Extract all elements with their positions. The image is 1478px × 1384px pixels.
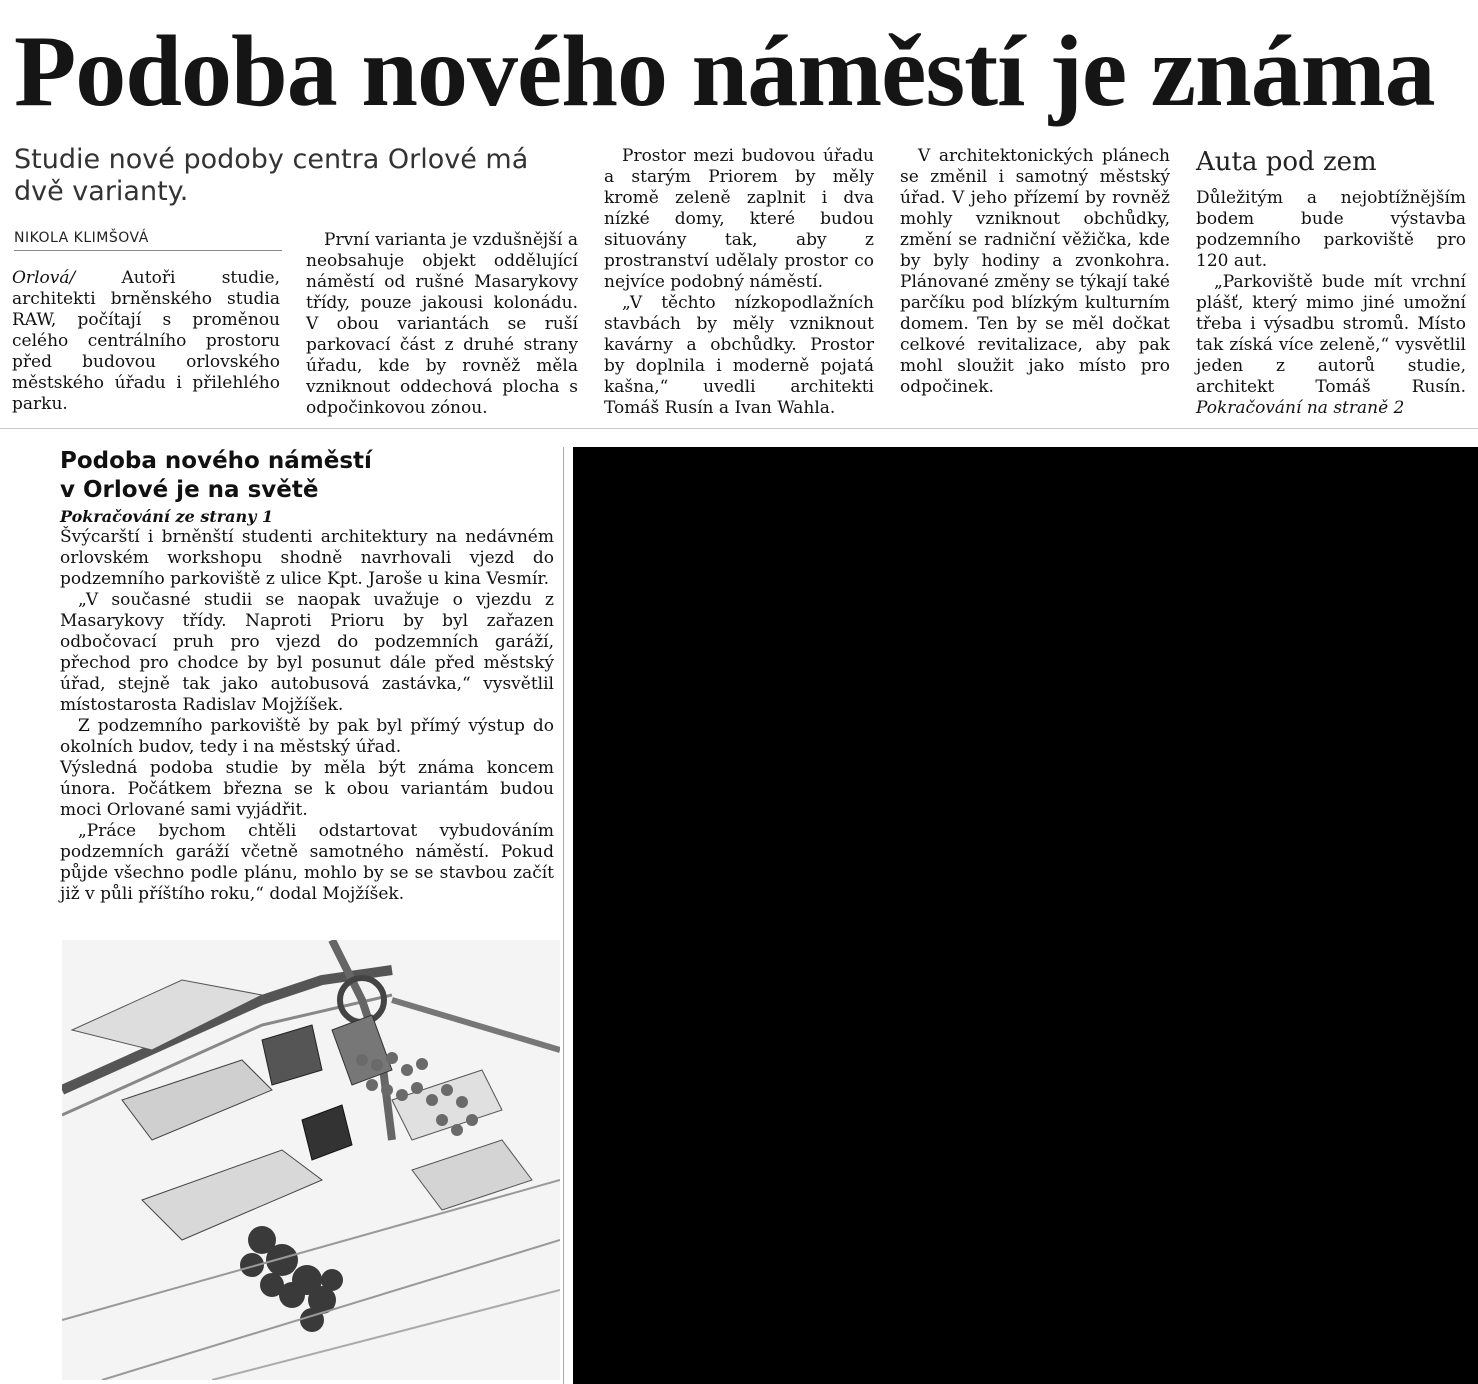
section-divider: [0, 428, 1478, 429]
author-byline: NIKOLA KLIMŠOVÁ: [14, 230, 282, 251]
column-1-text: Autoři studie, architekti brněnského studia RAW, počítají s proměnou celého centrálního prostoru před budovou orlovského městského úřadu i přilehlého parku.: [12, 268, 280, 414]
column-5-paragraph-1: Důležitým a nejobtížnějším bodem bude výstavba podzemního parkoviště pro 120 aut.: [1196, 188, 1466, 271]
column-4-paragraph: V architektonických plánech se změnil i samotný městský úřad. V jeho přízemí by rovněž mohly vzniknout obchůdky, změní se radniční věžička, kde by byly hodiny a zvonkohra. Plánované změny se týkají také parčíku pod blízkým kulturním domem. Ten by se měl dočkat celkové revitalizace, aby pak mohl sloužit jako místo pro odpočinek.: [900, 146, 1170, 397]
second-article-body: [60, 527, 554, 905]
second-article-title-line-2: v Orlové je na světě: [60, 477, 319, 503]
column-5-paragraph-2: „Parkoviště bude mít vrchní plášť, který mimo jiné umožní třeba i výsadbu stromů. Místo tak získá více zeleně,“ vysvětlil jeden z autorů studie, architekt Tomáš Rusín.: [1196, 272, 1466, 397]
second-article-title: [60, 447, 540, 505]
continued-link: Pokračování na straně 2: [1196, 398, 1405, 418]
second-article-paragraph-2: „V současné studii se naopak uvažuje o vjezdu z Masarykovy třídy. Naproti Prioru by byl zařazen odbočovací pruh pro vjezd do podzemních garáží, přechod pro chodce by byl posunut dále před městský úřad, stejně tak jako autobusová zastávka,“ vysvětlil místostarosta Radislav Mojžíšek.: [60, 590, 554, 715]
second-article-paragraph-5: „Práce bychom chtěli odstartovat vybudováním podzemních garáží včetně samotného náměstí. Pokud půjde všechno podle plánu, mohlo by se se stavbou začít již v půli příštího roku,“ dodal Mojžíšek.: [60, 821, 554, 904]
second-article-title-line-1: Podoba nového náměstí: [60, 448, 372, 474]
column-2: [306, 230, 578, 419]
column-rule: [563, 447, 564, 1384]
subheadline: Studie nové podoby centra Orlové má dvě varianty.: [14, 144, 529, 207]
column-4: [900, 146, 1170, 398]
blacked-out-region: [573, 447, 1478, 1384]
column-3: [604, 146, 874, 419]
second-article-paragraph-4: Výsledná podoba studie by měla být známa koncem února. Počátkem března se k obou variantám budou moci Orlované sami vyjádřit.: [60, 758, 554, 820]
column-5: [1196, 188, 1466, 419]
second-article-paragraph-3: Z podzemního parkoviště by pak byl přímý výstup do okolních budov, tedy i na městský úřad.: [60, 716, 554, 757]
second-article-paragraph-1: Švýcarští i brněnští studenti architektury na nedávném orlovském workshopu shodně navrhovali vjezd do podzemního parkoviště z ulice Kpt. Jaroše u kina Vesmír.: [60, 527, 554, 589]
column-1: [12, 268, 280, 415]
dateline: Orlová/: [12, 268, 76, 288]
continued-from: Pokračování ze strany 1: [60, 507, 274, 526]
architectural-rendering: [62, 940, 560, 1380]
column-3-paragraph-2: „V těchto nízkopodlažních stavbách by měly vzniknout kavárny a obchůdky. Prostor by doplnila i moderně pojatá kašna,“ uvedli architekti Tomáš Rusín a Ivan Wahla.: [604, 293, 874, 418]
column-3-paragraph-1: Prostor mezi budovou úřadu a starým Priorem by měly kromě zeleně zaplnit i dva nízké domy, které budou situovány tak, aby z prostranství udělaly prostor co nejvíce podobný náměstí.: [604, 146, 874, 292]
headline: Podoba nového náměstí je známa: [14, 15, 1435, 128]
column-2-paragraph: První varianta je vzdušnější a neobsahuje objekt oddělující náměstí od rušné Masarykovy třídy, pouze jakousi kolonádu. V obou variantách se ruší parkovací část z druhé strany úřadu, kde by rovněž měla vzniknout oddechová plocha s odpočinkovou zónou.: [306, 230, 578, 418]
section-heading: Auta pod zem: [1196, 147, 1377, 177]
